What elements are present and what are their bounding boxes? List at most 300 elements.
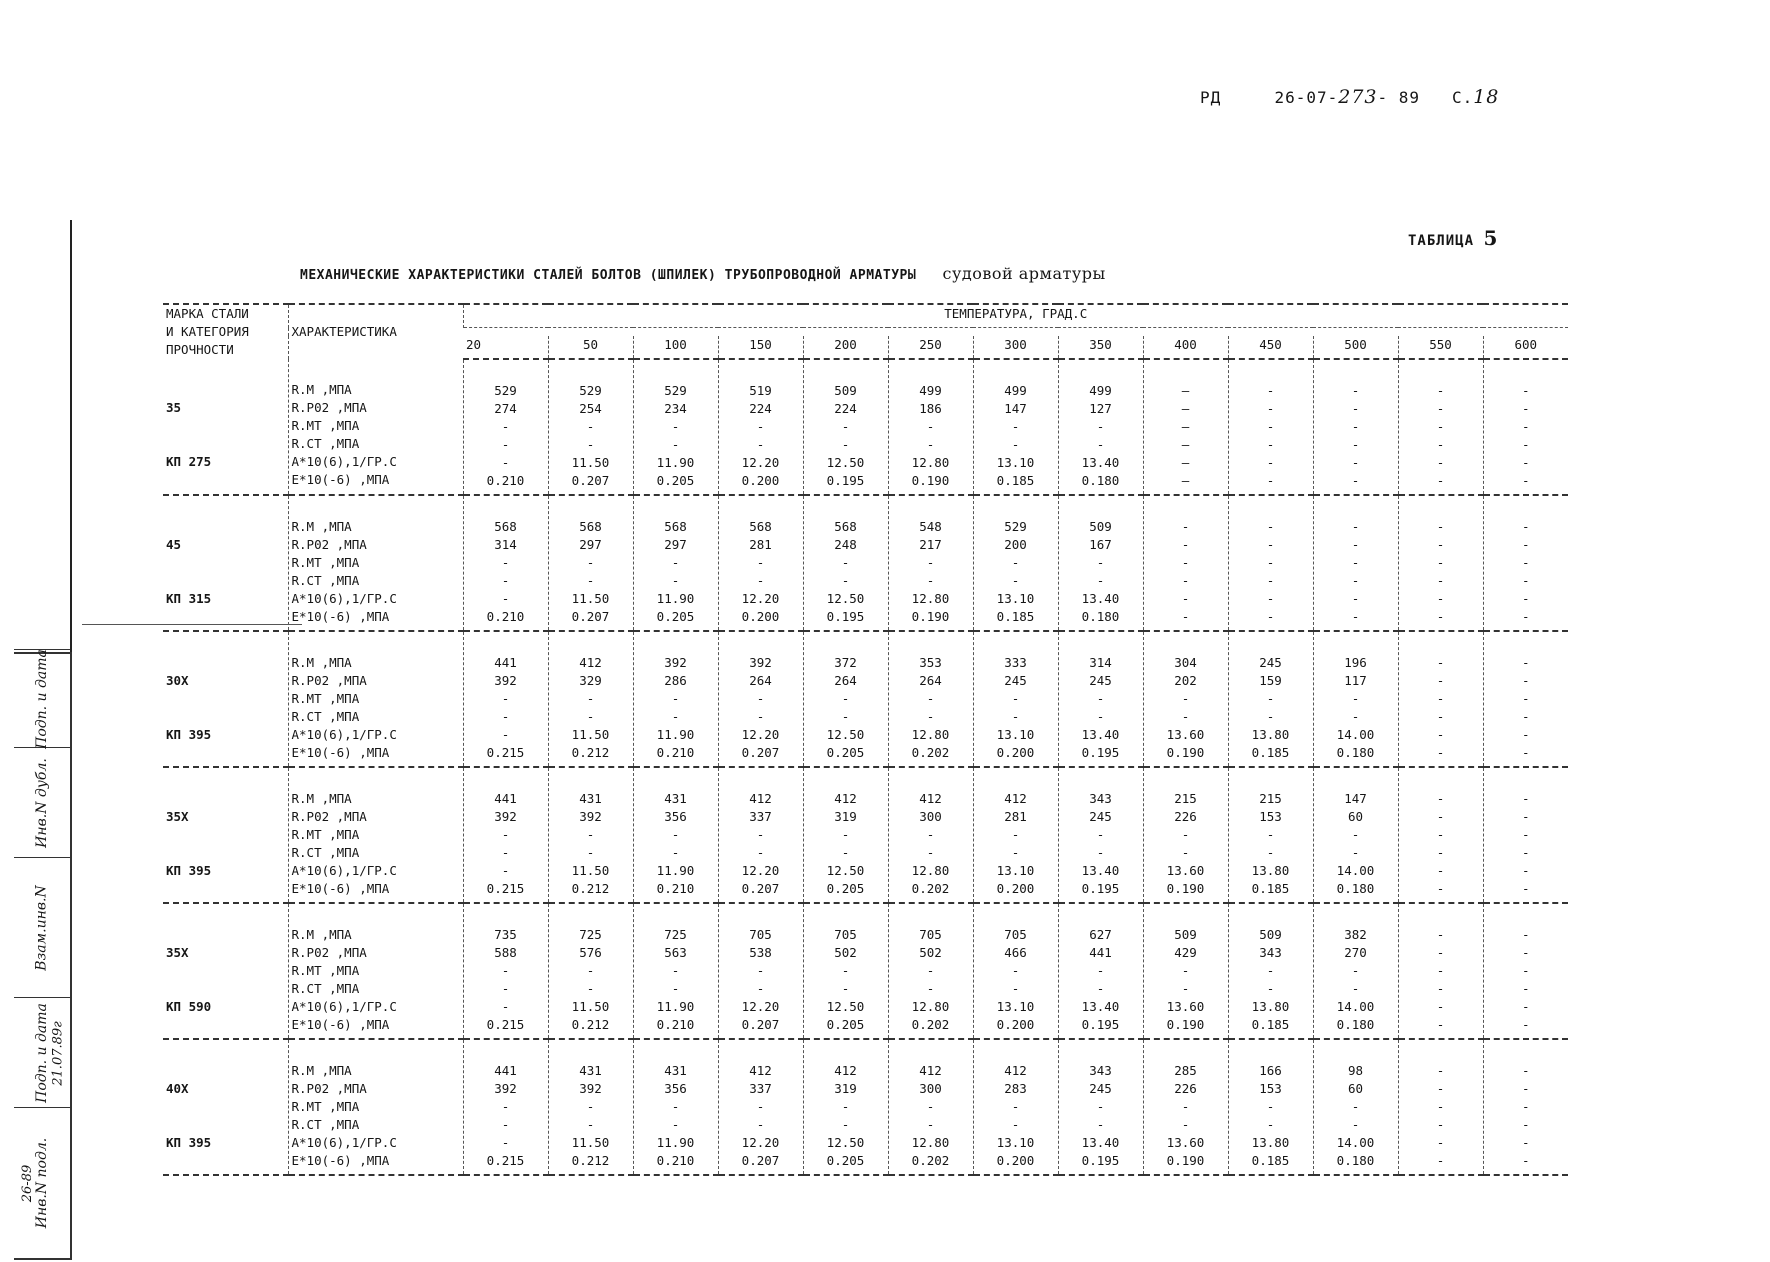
value: 548	[919, 519, 942, 534]
value: 0.207	[741, 1153, 780, 1168]
value-cell	[1228, 1039, 1313, 1175]
value: 529	[1004, 519, 1027, 534]
spacer	[807, 364, 885, 382]
value: -	[1436, 419, 1445, 434]
value: -	[926, 1117, 935, 1132]
value-cell	[973, 903, 1058, 1039]
value-cell	[463, 359, 548, 495]
spacer	[467, 500, 545, 518]
value-cell	[633, 1039, 718, 1175]
value: 705	[749, 927, 772, 942]
value: -	[1436, 1117, 1445, 1132]
value: 215	[1259, 791, 1282, 806]
characteristic-label: R.СТ ,МПА	[291, 573, 360, 588]
characteristic-label: Е*10(-6) ,МПА	[291, 1017, 390, 1032]
spacer	[166, 554, 285, 572]
value: -	[671, 437, 680, 452]
value: 412	[749, 791, 772, 806]
value: -	[1436, 1099, 1445, 1114]
temperature-cell: 400	[1143, 336, 1228, 359]
value: -	[1181, 845, 1190, 860]
spacer	[1147, 772, 1225, 790]
value: -	[1351, 537, 1360, 552]
value: -	[1181, 709, 1190, 724]
value: 226	[1174, 1081, 1197, 1096]
value: 226	[1174, 809, 1197, 824]
spacer	[977, 364, 1055, 382]
value: 529	[664, 383, 687, 398]
grade-cell	[163, 359, 288, 495]
table-title	[300, 264, 1106, 283]
value: -	[671, 963, 680, 978]
spacer	[892, 636, 970, 654]
spacer	[467, 908, 545, 926]
value: -	[1436, 519, 1445, 534]
steel-group	[163, 359, 1568, 495]
value: -	[1181, 609, 1190, 624]
value: -	[1436, 927, 1445, 942]
value: 0.200	[996, 881, 1035, 896]
value: -	[926, 1099, 935, 1114]
value-cell	[1143, 631, 1228, 767]
value: 13.60	[1166, 999, 1205, 1014]
value: -	[1521, 401, 1530, 416]
spacer	[892, 908, 970, 926]
temperature-cell: 50	[548, 336, 633, 359]
value: 13.80	[1251, 1135, 1290, 1150]
spacer	[977, 500, 1055, 518]
value: -	[926, 709, 935, 724]
value: 0.185	[1251, 1153, 1290, 1168]
page-number: 18	[1473, 86, 1500, 108]
value: -	[1436, 809, 1445, 824]
value: 12.80	[911, 591, 950, 606]
grade-header	[163, 304, 288, 359]
value-cell	[1313, 1039, 1398, 1175]
value: 153	[1259, 1081, 1282, 1096]
spacer	[807, 772, 885, 790]
value: -	[501, 999, 510, 1014]
value: 224	[749, 401, 772, 416]
table-label	[1408, 226, 1498, 250]
value: 0.210	[486, 473, 525, 488]
value: -	[501, 709, 510, 724]
value: -	[1096, 437, 1105, 452]
value-cell	[1143, 495, 1228, 631]
steel-group	[163, 903, 1568, 1039]
value: 329	[579, 673, 602, 688]
value: 502	[919, 945, 942, 960]
value: -	[1521, 655, 1530, 670]
value: 12.50	[826, 863, 865, 878]
value: 725	[664, 927, 687, 942]
value-cell	[973, 1039, 1058, 1175]
value: -	[1521, 981, 1530, 996]
value-cell	[1313, 495, 1398, 631]
value: -	[1351, 455, 1360, 470]
value: -	[841, 419, 850, 434]
temperature-cell: 100	[633, 336, 718, 359]
characteristic-label: R.МТ ,МПА	[291, 691, 360, 706]
value: -	[756, 437, 765, 452]
value: -	[1351, 555, 1360, 570]
value: 12.20	[741, 591, 780, 606]
value: -	[501, 981, 510, 996]
spacer	[1062, 772, 1140, 790]
value: 12.80	[911, 727, 950, 742]
value-cell	[1483, 1039, 1568, 1175]
characteristic-label: R.СТ ,МПА	[291, 436, 360, 451]
value: -	[1266, 573, 1275, 588]
page-prefix: С.	[1451, 88, 1474, 107]
strength-category: КП 315	[166, 591, 212, 606]
value: 0.205	[826, 1017, 865, 1032]
temperature-cell: 250	[888, 336, 973, 359]
value: -	[1436, 401, 1445, 416]
value-cell	[803, 767, 888, 903]
value: -	[1351, 519, 1360, 534]
value: 264	[919, 673, 942, 688]
value: 509	[1174, 927, 1197, 942]
value: -	[501, 1117, 510, 1132]
value: -	[671, 1117, 680, 1132]
value: -	[1181, 591, 1190, 606]
spacer	[166, 1044, 285, 1062]
value: 0.215	[486, 1017, 525, 1032]
value: 13.10	[996, 999, 1035, 1014]
value: 319	[834, 809, 857, 824]
value: -	[841, 981, 850, 996]
value: -	[586, 555, 595, 570]
value: 412	[919, 791, 942, 806]
value: -	[1521, 791, 1530, 806]
value: 356	[664, 809, 687, 824]
spacer	[166, 381, 285, 399]
spacer	[1487, 500, 1566, 518]
characteristic-label: А*10(6),1/ГР.С	[291, 1135, 397, 1150]
value-cell	[1143, 359, 1228, 495]
value: 245	[1259, 655, 1282, 670]
value: -	[926, 573, 935, 588]
value: 0.210	[656, 745, 695, 760]
value: -	[1351, 963, 1360, 978]
value: 297	[664, 537, 687, 552]
value-cell	[1143, 767, 1228, 903]
value-cell	[463, 495, 548, 631]
value: -	[586, 981, 595, 996]
value: 245	[1089, 1081, 1112, 1096]
value: -	[1436, 881, 1445, 896]
value: 264	[749, 673, 772, 688]
value-cell	[1483, 359, 1568, 495]
value-cell	[1483, 631, 1568, 767]
value: -	[1436, 1017, 1445, 1032]
spacer	[1402, 772, 1480, 790]
spacer	[1232, 1044, 1310, 1062]
spacer	[722, 364, 800, 382]
value: -	[1521, 555, 1530, 570]
spacer	[292, 636, 460, 654]
temperature-cell: 350	[1058, 336, 1143, 359]
value: 13.60	[1166, 1135, 1205, 1150]
value: 12.20	[741, 863, 780, 878]
value: 254	[579, 401, 602, 416]
value: 60	[1347, 1081, 1364, 1096]
value: —	[1181, 455, 1190, 470]
table-row	[163, 1039, 1568, 1175]
steel-group	[163, 767, 1568, 903]
value: -	[1521, 609, 1530, 624]
characteristics-table	[163, 303, 1568, 1176]
steel-group	[163, 495, 1568, 631]
spacer	[1232, 364, 1310, 382]
value: -	[1521, 927, 1530, 942]
value: -	[841, 845, 850, 860]
value: -	[1011, 437, 1020, 452]
steel-grade: 35Х	[166, 945, 189, 960]
value: 285	[1174, 1063, 1197, 1078]
value: 343	[1259, 945, 1282, 960]
spacer	[807, 1044, 885, 1062]
value: 412	[834, 791, 857, 806]
value-cell	[718, 495, 803, 631]
value: -	[501, 1099, 510, 1114]
value-cell	[888, 903, 973, 1039]
grade-header-line: ПРОЧНОСТИ	[166, 342, 234, 357]
value: -	[1436, 745, 1445, 760]
value: 0.212	[571, 1017, 610, 1032]
table-row	[163, 495, 1568, 631]
value: 13.40	[1081, 863, 1120, 878]
value: 13.10	[996, 591, 1035, 606]
spacer	[1232, 636, 1310, 654]
value: -	[501, 455, 510, 470]
value: 337	[749, 1081, 772, 1096]
value: -	[586, 827, 595, 842]
value: 337	[749, 809, 772, 824]
value: -	[1351, 383, 1360, 398]
value: 0.202	[911, 1153, 950, 1168]
value: -	[1011, 573, 1020, 588]
value: 0.200	[741, 473, 780, 488]
spacer	[166, 500, 285, 518]
value: -	[1266, 455, 1275, 470]
title-handwritten: судовой арматуры	[942, 264, 1106, 283]
temperature-cell: 200	[803, 336, 888, 359]
temperature-cell: 600	[1483, 336, 1568, 359]
value: -	[1181, 519, 1190, 534]
value: 0.190	[911, 473, 950, 488]
value: -	[1521, 691, 1530, 706]
value-cell	[463, 1039, 548, 1175]
spacer	[292, 908, 460, 926]
value: 576	[579, 945, 602, 960]
value: 519	[749, 383, 772, 398]
value: -	[501, 863, 510, 878]
value: -	[671, 419, 680, 434]
value: 431	[664, 1063, 687, 1078]
value: -	[841, 1117, 850, 1132]
value: 12.80	[911, 999, 950, 1014]
characteristic-label: R.М ,МПА	[291, 791, 352, 806]
value: 0.210	[486, 609, 525, 624]
value: -	[1351, 473, 1360, 488]
value: 13.10	[996, 727, 1035, 742]
characteristic-label: R.МТ ,МПА	[291, 555, 360, 570]
steel-grade: 40Х	[166, 1081, 189, 1096]
code-prefix: РД	[1200, 88, 1222, 107]
value-cell	[1398, 1039, 1483, 1175]
value: 568	[749, 519, 772, 534]
value: -	[1351, 845, 1360, 860]
value: 0.210	[656, 1017, 695, 1032]
table-row	[163, 903, 1568, 1039]
value: -	[1266, 709, 1275, 724]
characteristic-label: R.СТ ,МПА	[291, 845, 360, 860]
spacer	[166, 826, 285, 844]
value: -	[1436, 473, 1445, 488]
value: -	[671, 573, 680, 588]
value: 14.00	[1336, 999, 1375, 1014]
characteristic-cell	[288, 1039, 463, 1175]
table-row	[163, 631, 1568, 767]
value: -	[1436, 573, 1445, 588]
value: -	[1521, 945, 1530, 960]
value: 0.207	[571, 609, 610, 624]
spacer	[292, 500, 460, 518]
spacer	[1402, 1044, 1480, 1062]
value: -	[756, 1117, 765, 1132]
spacer	[1147, 1044, 1225, 1062]
value: 224	[834, 401, 857, 416]
value: 13.10	[996, 1135, 1035, 1150]
value: -	[1351, 591, 1360, 606]
value: 300	[919, 809, 942, 824]
spacer	[722, 636, 800, 654]
value: 509	[1259, 927, 1282, 942]
value: 12.80	[911, 1135, 950, 1150]
value: -	[1266, 401, 1275, 416]
value: 11.90	[656, 591, 695, 606]
value: -	[926, 827, 935, 842]
value: 304	[1174, 655, 1197, 670]
value: -	[1351, 401, 1360, 416]
value: 0.207	[741, 745, 780, 760]
spacer	[892, 500, 970, 518]
value: -	[671, 691, 680, 706]
value: 0.207	[741, 881, 780, 896]
value: 202	[1174, 673, 1197, 688]
value: 11.90	[656, 999, 695, 1014]
value: 343	[1089, 791, 1112, 806]
spacer	[1402, 364, 1480, 382]
value-cell	[1058, 631, 1143, 767]
value: -	[1521, 809, 1530, 824]
value: 13.80	[1251, 999, 1290, 1014]
stamp-field: Взам.инв.N	[14, 857, 70, 998]
value: 0.195	[826, 473, 865, 488]
value: -	[1436, 555, 1445, 570]
value-cell	[1228, 495, 1313, 631]
spacer	[977, 908, 1055, 926]
value: 412	[1004, 791, 1027, 806]
characteristic-label: R.Р02 ,МПА	[291, 537, 367, 552]
value: 196	[1344, 655, 1367, 670]
value: 568	[494, 519, 517, 534]
spacer	[552, 636, 630, 654]
value: 735	[494, 927, 517, 942]
value: -	[501, 691, 510, 706]
value: -	[501, 845, 510, 860]
spacer	[1487, 908, 1566, 926]
value: 0.202	[911, 1017, 950, 1032]
value-cell	[1398, 631, 1483, 767]
value-cell	[973, 495, 1058, 631]
table-row	[163, 767, 1568, 903]
value: -	[1436, 673, 1445, 688]
value: -	[1521, 1117, 1530, 1132]
value: -	[1521, 727, 1530, 742]
characteristic-cell	[288, 495, 463, 631]
value: -	[501, 963, 510, 978]
value-cell	[1058, 903, 1143, 1039]
value: 12.50	[826, 591, 865, 606]
steel-grade: 45	[166, 537, 182, 552]
value: -	[1266, 519, 1275, 534]
value-cell	[1313, 767, 1398, 903]
value: -	[1011, 827, 1020, 842]
characteristic-cell	[288, 767, 463, 903]
value: 11.50	[571, 591, 610, 606]
code-handwritten: 273	[1338, 86, 1378, 108]
value: -	[1096, 963, 1105, 978]
value: 166	[1259, 1063, 1282, 1078]
value: 725	[579, 927, 602, 942]
value: -	[1266, 609, 1275, 624]
value: 499	[1004, 383, 1027, 398]
spacer	[467, 772, 545, 790]
value: -	[841, 573, 850, 588]
value: 392	[749, 655, 772, 670]
value: -	[1011, 555, 1020, 570]
spacer	[1232, 500, 1310, 518]
value-cell	[1143, 1039, 1228, 1175]
value: 0.195	[1081, 881, 1120, 896]
characteristic-label: А*10(6),1/ГР.С	[291, 454, 397, 469]
spacer	[637, 500, 715, 518]
value: -	[1436, 655, 1445, 670]
value: 441	[494, 791, 517, 806]
value: 13.80	[1251, 863, 1290, 878]
value: 0.185	[1251, 881, 1290, 896]
characteristic-label: R.Р02 ,МПА	[291, 945, 367, 960]
value: -	[1521, 709, 1530, 724]
strength-category: КП 395	[166, 1135, 212, 1150]
value: -	[1266, 827, 1275, 842]
spacer	[1317, 908, 1395, 926]
value: 588	[494, 945, 517, 960]
value: 568	[664, 519, 687, 534]
value: 0.185	[996, 473, 1035, 488]
spacer	[552, 364, 630, 382]
steel-group	[163, 1039, 1568, 1175]
value: 245	[1089, 809, 1112, 824]
value: -	[1266, 383, 1275, 398]
value: 0.200	[996, 1153, 1035, 1168]
value: -	[1436, 1081, 1445, 1096]
value: 270	[1344, 945, 1367, 960]
characteristic-cell	[288, 903, 463, 1039]
